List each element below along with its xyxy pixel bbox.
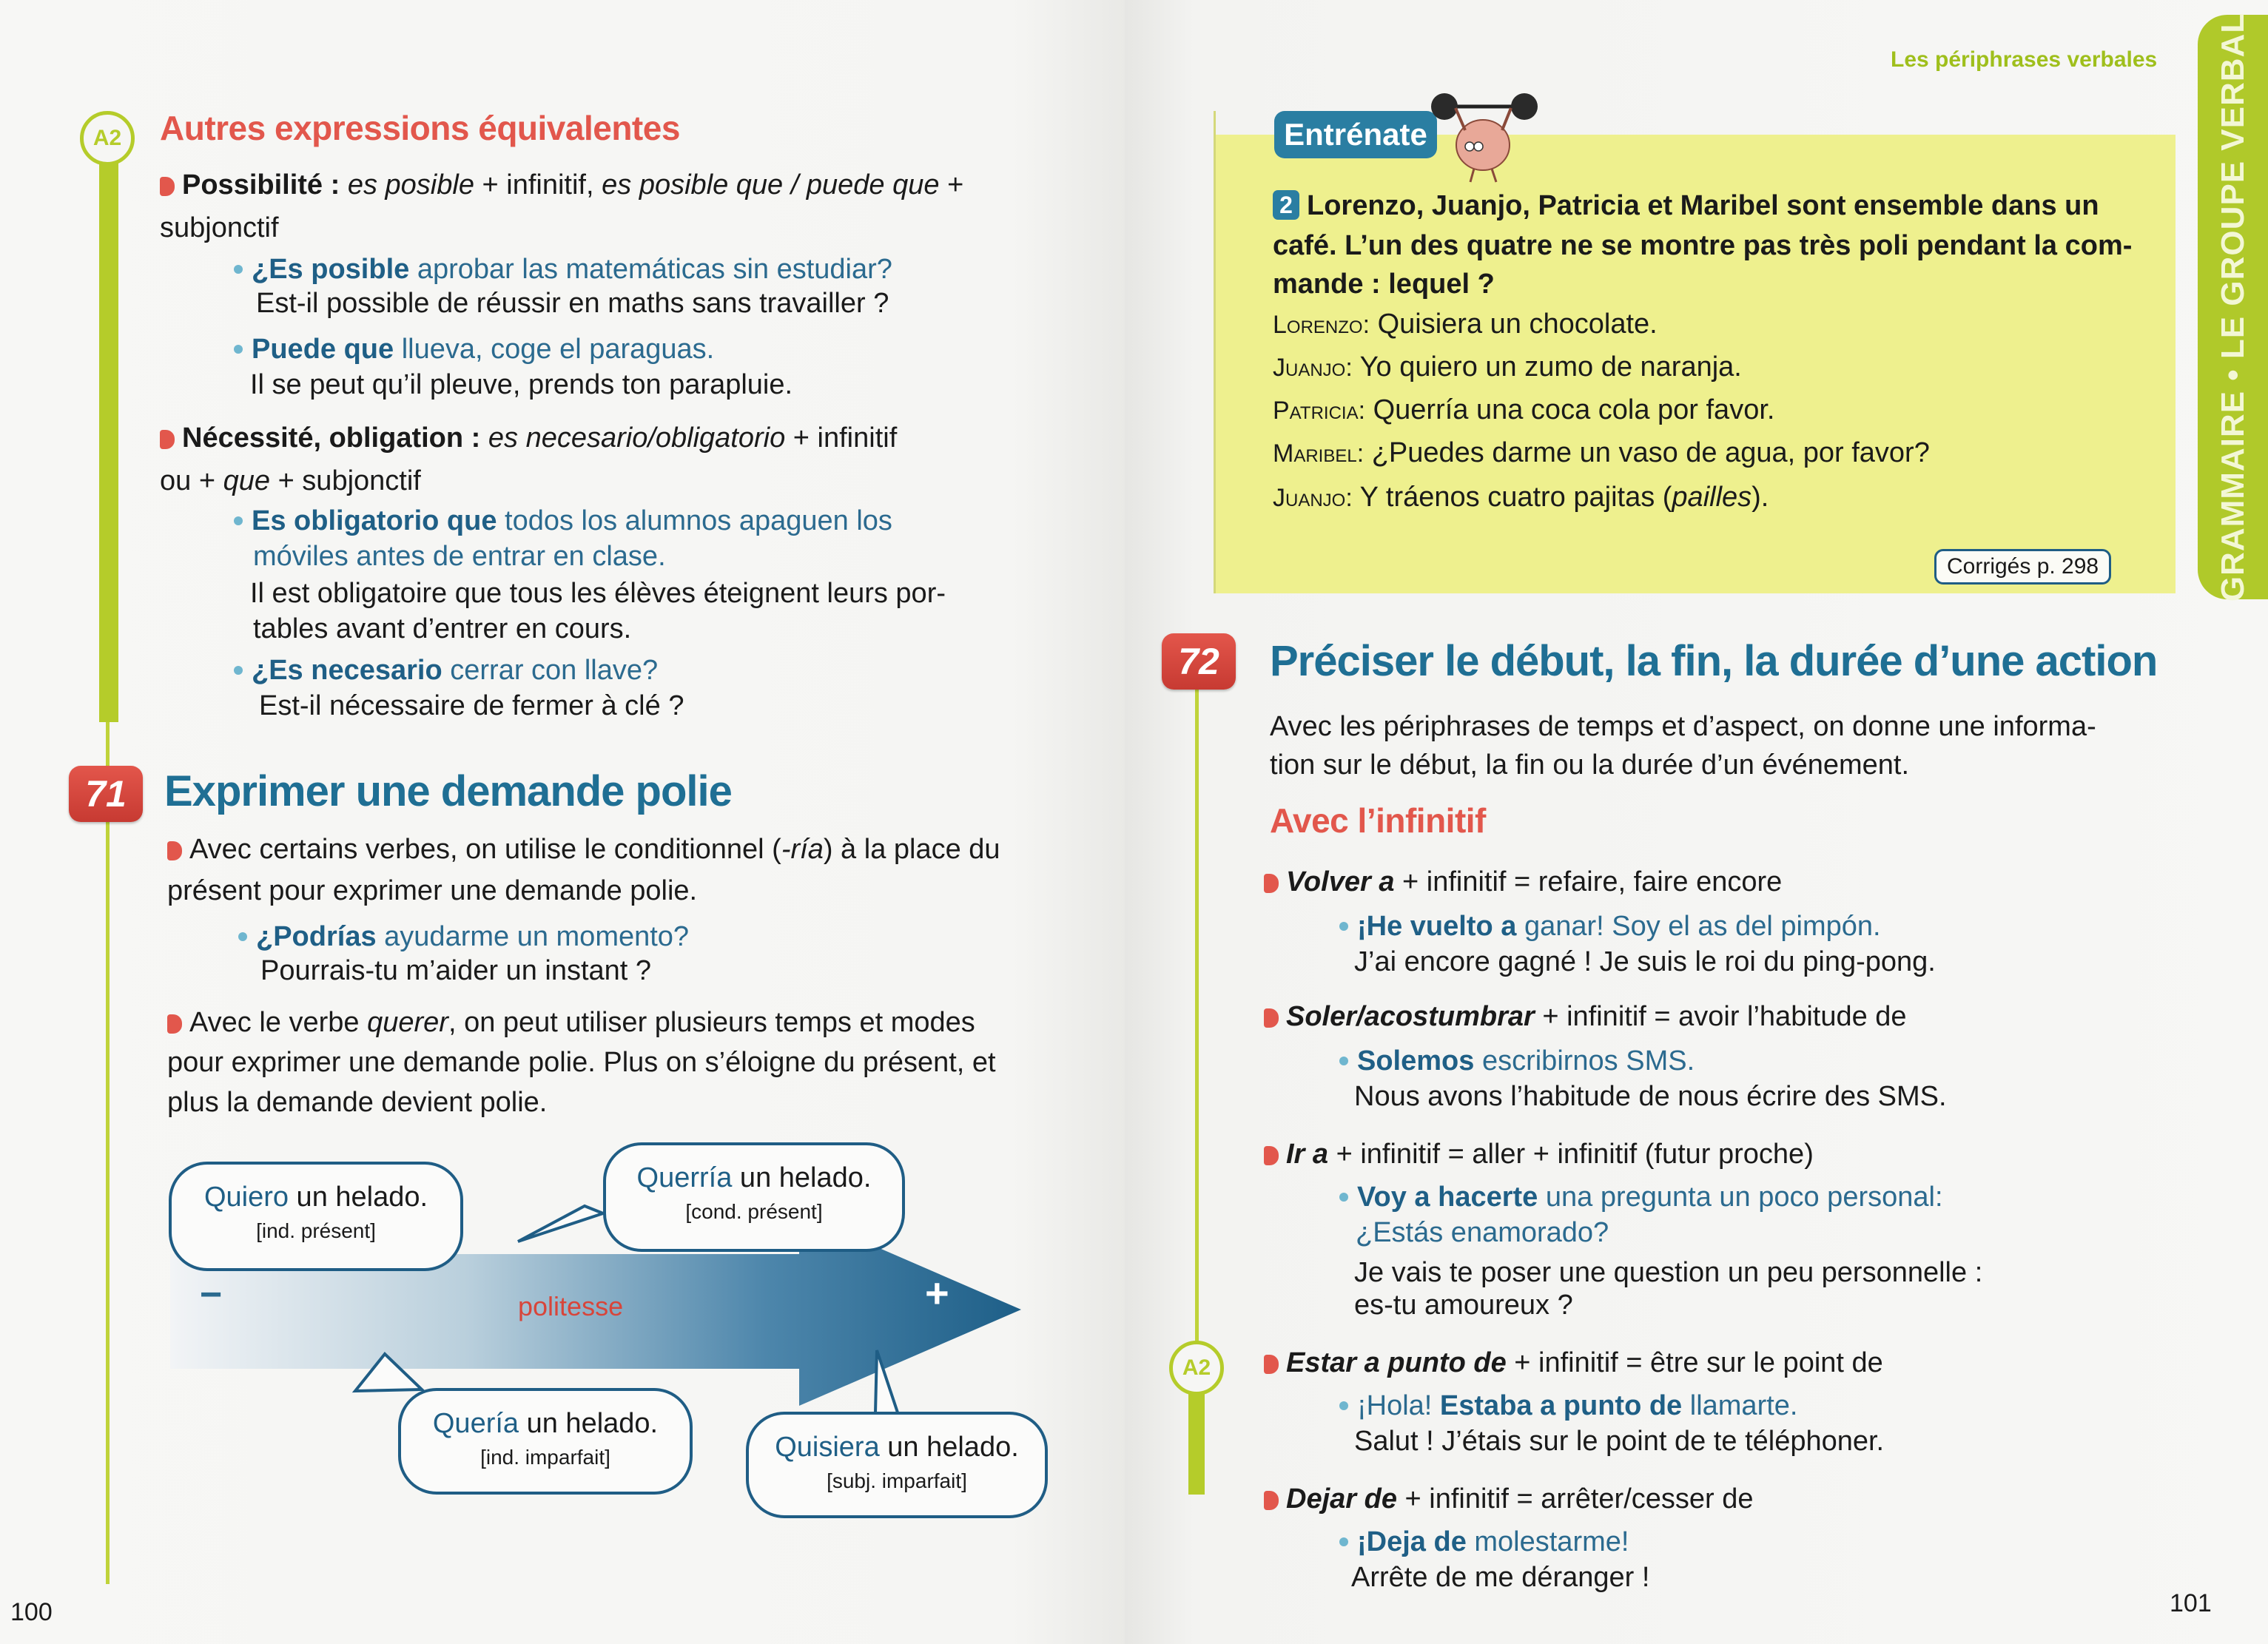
intro-line: Avec les périphrases de temps et d’aspect, on donne une informa- bbox=[1270, 711, 2096, 742]
para-conditionnel-line2: présent pour exprimer une demande polie. bbox=[167, 875, 698, 906]
example-fr: Il est obligatoire que tous les élèves éteignent leurs por- bbox=[250, 578, 946, 609]
exercise-prompt-line3: mande : lequel ? bbox=[1273, 269, 1495, 300]
rule-necessite: Nécessité, obligation : es necesario/obligatorio + infinitif bbox=[160, 419, 897, 457]
example-fr: Je vais te poser une question un peu personnelle : bbox=[1354, 1257, 1983, 1288]
bullet-icon bbox=[160, 430, 175, 449]
dot-icon bbox=[234, 345, 243, 354]
dot-icon bbox=[1339, 1057, 1348, 1065]
left-page bbox=[0, 0, 1125, 1644]
exercise-box-border bbox=[1214, 111, 1216, 593]
example-fr: Salut ! J’étais sur le point de te téléphoner. bbox=[1354, 1426, 1885, 1457]
dot-icon bbox=[1339, 1193, 1348, 1202]
section-number-71: 71 bbox=[69, 766, 143, 822]
para-conditionnel: Avec certains verbes, on utilise le conditionnel (-ría) à la place du bbox=[167, 830, 1000, 869]
page-number: 101 bbox=[2170, 1589, 2212, 1617]
dialogue-line: Patricia: Querría una coca cola por favor. bbox=[1273, 394, 1775, 425]
speech-bubble: Querría un helado. [cond. présent] bbox=[603, 1142, 905, 1252]
rule-soler: Soler/acostumbrar + infinitif = avoir l’habitude de bbox=[1264, 997, 1907, 1036]
brain-mascot-icon bbox=[1430, 86, 1541, 186]
example-es: Es obligatorio que todos los alumnos apaguen los bbox=[234, 502, 892, 540]
example-es: Voy a hacerte una pregunta un poco personal: bbox=[1339, 1178, 1943, 1216]
rule-necessite-line2: ou + que + subjonctif bbox=[160, 465, 421, 496]
dot-icon bbox=[238, 932, 247, 941]
example-es: ¿Es necesario cerrar con llave? bbox=[234, 651, 658, 690]
example-fr: Nous avons l’habitude de nous écrire des SMS. bbox=[1354, 1081, 1947, 1112]
intro-line2: tion sur le début, la fin ou la durée d’un événement. bbox=[1270, 749, 1910, 781]
example-es: ¡Hola! Estaba a punto de llamarte. bbox=[1339, 1387, 1797, 1425]
arrow-minus: − bbox=[200, 1273, 223, 1316]
section-title-72: Préciser le début, la fin, la durée d’une action bbox=[1270, 637, 2158, 685]
section-title-autres: Autres expressions équivalentes bbox=[160, 109, 680, 147]
speech-bubble: Quería un helado. [ind. imparfait] bbox=[398, 1388, 693, 1495]
dialogue-line: Maribel: ¿Puedes darme un vaso de agua, por favor? bbox=[1273, 437, 1930, 468]
dot-icon bbox=[1339, 1537, 1348, 1546]
bullet-icon bbox=[1264, 1355, 1279, 1374]
example-es: ¿Podrías ayudarme un momento? bbox=[238, 917, 689, 956]
exercise-prompt-line2: café. L’un des quatre ne se montre pas très poli pendant la com- bbox=[1273, 230, 2133, 261]
bullet-icon bbox=[1264, 874, 1279, 893]
example-es: Puede que llueva, coge el paraguas. bbox=[234, 330, 714, 368]
running-title: Les périphrases verbales bbox=[1891, 47, 2158, 72]
para-querer-line3: plus la demande devient polie. bbox=[167, 1087, 548, 1118]
dialogue-line: Juanjo: Y tráenos cuatro pajitas (pailles). bbox=[1273, 482, 1769, 513]
bullet-icon bbox=[167, 841, 182, 860]
timeline-line bbox=[1195, 681, 1199, 1347]
example-fr: J’ai encore gagné ! Je suis le roi du ping-pong. bbox=[1354, 946, 1936, 977]
bullet-icon bbox=[1264, 1491, 1279, 1510]
example-fr: Il se peut qu’il pleuve, prends ton parapluie. bbox=[250, 369, 793, 400]
dot-icon bbox=[234, 516, 243, 525]
rule-possibilite-line2: subjonctif bbox=[160, 212, 279, 243]
speech-bubble: Quiero un helado. [ind. présent] bbox=[169, 1162, 463, 1271]
dot-icon bbox=[1339, 922, 1348, 931]
level-bar bbox=[99, 158, 118, 722]
dot-icon bbox=[234, 265, 243, 274]
rule-estar-a-punto: Estar a punto de + infinitif = être sur le point de bbox=[1264, 1344, 1883, 1382]
dialogue-line: Lorenzo: Quisiera un chocolate. bbox=[1273, 309, 1658, 340]
rule-dejar-de: Dejar de + infinitif = arrêter/cesser de bbox=[1264, 1480, 1754, 1518]
section-number-72: 72 bbox=[1162, 633, 1236, 690]
exercise-number: 2 bbox=[1273, 190, 1299, 220]
example-es-line2: móviles antes de entrar en clase. bbox=[253, 541, 666, 572]
rule-possibilite: Possibilité : es posible + infinitif, es posible que / puede que + bbox=[160, 166, 963, 204]
bullet-icon bbox=[160, 177, 175, 196]
exercise-prompt: 2 Lorenzo, Juanjo, Patricia et Maribel sont ensemble dans un bbox=[1273, 186, 2099, 225]
example-es: Solemos escribirnos SMS. bbox=[1339, 1042, 1695, 1080]
dot-icon bbox=[234, 666, 243, 675]
example-fr: Arrête de me déranger ! bbox=[1351, 1562, 1650, 1593]
example-es: ¡He vuelto a ganar! Soy el as del pimpón. bbox=[1339, 907, 1881, 946]
bullet-icon bbox=[1264, 1008, 1279, 1028]
example-fr: Pourrais-tu m’aider un instant ? bbox=[260, 955, 652, 986]
chapter-side-tab: GRAMMAIRE • LE GROUPE VERBAL bbox=[2198, 15, 2268, 599]
rule-ir-a: Ir a + infinitif = aller + infinitif (futur proche) bbox=[1264, 1135, 1814, 1173]
example-es: ¿Es posible aprobar las matemáticas sin estudiar? bbox=[234, 250, 892, 289]
bullet-icon bbox=[1264, 1146, 1279, 1165]
example-fr: Est-il possible de réussir en maths sans travailler ? bbox=[256, 288, 889, 319]
level-bar bbox=[1188, 1391, 1205, 1495]
level-badge-a2: A2 bbox=[80, 111, 135, 166]
rule-volver-a: Volver a + infinitif = refaire, faire encore bbox=[1264, 863, 1782, 901]
subtitle-infinitif: Avec l’infinitif bbox=[1270, 801, 1486, 840]
arrow-plus: + bbox=[925, 1270, 949, 1316]
right-page bbox=[1125, 0, 2268, 1644]
level-badge-a2: A2 bbox=[1169, 1341, 1224, 1395]
bullet-icon bbox=[167, 1014, 182, 1034]
example-fr-line2: es-tu amoureux ? bbox=[1354, 1290, 1573, 1321]
politeness-diagram bbox=[148, 1132, 1051, 1517]
dot-icon bbox=[1339, 1401, 1348, 1410]
para-querer-line2: pour exprimer une demande polie. Plus on s’éloigne du présent, et bbox=[167, 1047, 996, 1078]
example-fr-line2: tables avant d’entrer en cours. bbox=[253, 613, 632, 644]
example-es-line2: ¿Estás enamorado? bbox=[1356, 1217, 1609, 1248]
arrow-label-politesse: politesse bbox=[518, 1291, 624, 1321]
corriges-link[interactable]: Corrigés p. 298 bbox=[1934, 549, 2111, 585]
page-number: 100 bbox=[10, 1598, 53, 1626]
example-es: ¡Deja de molestarme! bbox=[1339, 1523, 1629, 1561]
timeline-line bbox=[106, 722, 110, 1584]
example-fr: Est-il nécessaire de fermer à clé ? bbox=[259, 690, 684, 721]
speech-bubble: Quisiera un helado. [subj. imparfait] bbox=[746, 1412, 1048, 1518]
para-querer: Avec le verbe querer, on peut utiliser plusieurs temps et modes bbox=[167, 1003, 975, 1042]
section-title-71: Exprimer une demande polie bbox=[164, 767, 732, 815]
entrenate-badge: Entrénate bbox=[1274, 111, 1437, 158]
dialogue-line: Juanjo: Yo quiero un zumo de naranja. bbox=[1273, 351, 1742, 383]
